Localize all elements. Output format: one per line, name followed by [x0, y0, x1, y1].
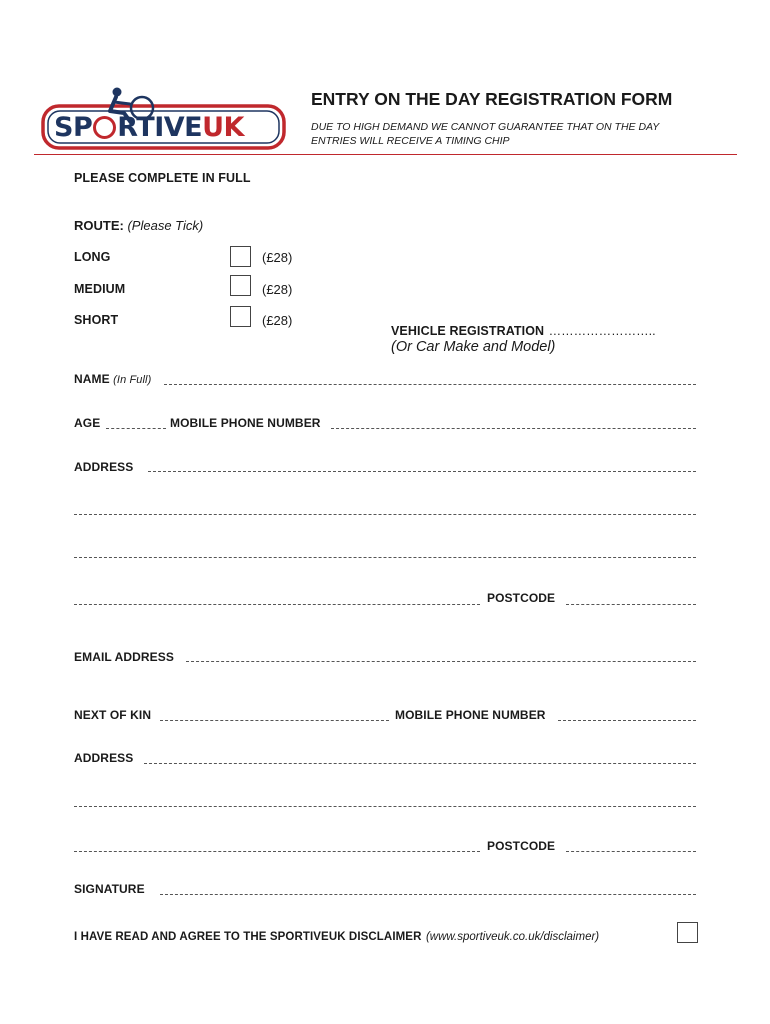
logo-wheel-icon: [93, 116, 116, 139]
timing-chip-notice-line-2: ENTRIES WILL RECEIVE A TIMING CHIP: [311, 135, 510, 147]
disclaimer-checkbox[interactable]: [677, 922, 698, 943]
address-line-2[interactable]: [74, 514, 696, 515]
route-option-short-checkbox[interactable]: [230, 306, 251, 327]
kin-address-line-3[interactable]: [74, 851, 480, 852]
disclaimer-url: (www.sportiveuk.co.uk/disclaimer): [425, 931, 600, 943]
kin-mobile-phone-line[interactable]: [558, 720, 696, 721]
next-of-kin-line[interactable]: [160, 720, 389, 721]
route-heading: [74, 218, 203, 233]
kin-address-line-1[interactable]: [144, 763, 696, 764]
mobile-phone-line[interactable]: [331, 428, 696, 429]
mobile-phone-label: MOBILE PHONE NUMBER: [170, 416, 321, 430]
name-label-group: [74, 372, 151, 386]
route-option-short-label: SHORT: [74, 313, 119, 327]
logo-wordmark: [54, 112, 244, 143]
route-option-long-price: (£28): [262, 250, 293, 265]
vehicle-registration-hint: (Or Car Make and Model): [391, 339, 556, 355]
logo-sp: SP: [54, 112, 93, 143]
address-label: ADDRESS: [74, 460, 134, 474]
sportiveuk-logo: [40, 84, 288, 154]
kin-address-line-2[interactable]: [74, 806, 696, 807]
next-of-kin-label: NEXT OF KIN: [74, 708, 152, 722]
vehicle-registration-dots: ……………………..: [548, 324, 656, 338]
kin-postcode-label: POSTCODE: [487, 839, 556, 853]
address-line-3[interactable]: [74, 557, 696, 558]
age-label: AGE: [74, 416, 101, 430]
address-line-4[interactable]: [74, 604, 480, 605]
route-option-short-price: (£28): [262, 313, 293, 328]
signature-line[interactable]: [160, 894, 696, 895]
kin-address-label: ADDRESS: [74, 751, 134, 765]
name-hint: (In Full): [113, 374, 152, 386]
route-option-medium-checkbox[interactable]: [230, 275, 251, 296]
vehicle-registration-field[interactable]: [391, 322, 656, 340]
header-rule: [34, 154, 737, 155]
route-hint: (Please Tick): [127, 218, 204, 233]
address-line-1[interactable]: [148, 471, 696, 472]
email-address-label: EMAIL ADDRESS: [74, 650, 174, 664]
name-line[interactable]: [164, 384, 696, 385]
postcode-label: POSTCODE: [487, 591, 556, 605]
disclaimer-statement: [74, 927, 599, 945]
email-address-line[interactable]: [186, 661, 696, 662]
route-label: ROUTE:: [74, 218, 124, 233]
signature-label: SIGNATURE: [74, 882, 145, 896]
page-title: ENTRY ON THE DAY REGISTRATION FORM: [311, 89, 673, 109]
vehicle-registration-label: VEHICLE REGISTRATION: [391, 324, 545, 338]
route-option-medium-price: (£28): [262, 282, 293, 297]
route-option-long-checkbox[interactable]: [230, 246, 251, 267]
route-option-long-label: LONG: [74, 250, 111, 264]
kin-mobile-phone-label: MOBILE PHONE NUMBER: [395, 708, 546, 722]
instructions: PLEASE COMPLETE IN FULL: [74, 171, 251, 185]
timing-chip-notice-line-1: DUE TO HIGH DEMAND WE CANNOT GUARANTEE THAT ON THE DAY: [311, 121, 660, 133]
route-option-medium-label: MEDIUM: [74, 282, 126, 296]
postcode-line[interactable]: [566, 604, 696, 605]
name-label: NAME: [74, 372, 110, 386]
logo-rtive: RTIVE: [117, 112, 203, 143]
disclaimer-text: I HAVE READ AND AGREE TO THE SPORTIVEUK DISCLAIMER: [74, 931, 422, 943]
logo-uk: UK: [202, 112, 244, 143]
age-line[interactable]: [106, 428, 166, 429]
kin-postcode-line[interactable]: [566, 851, 696, 852]
